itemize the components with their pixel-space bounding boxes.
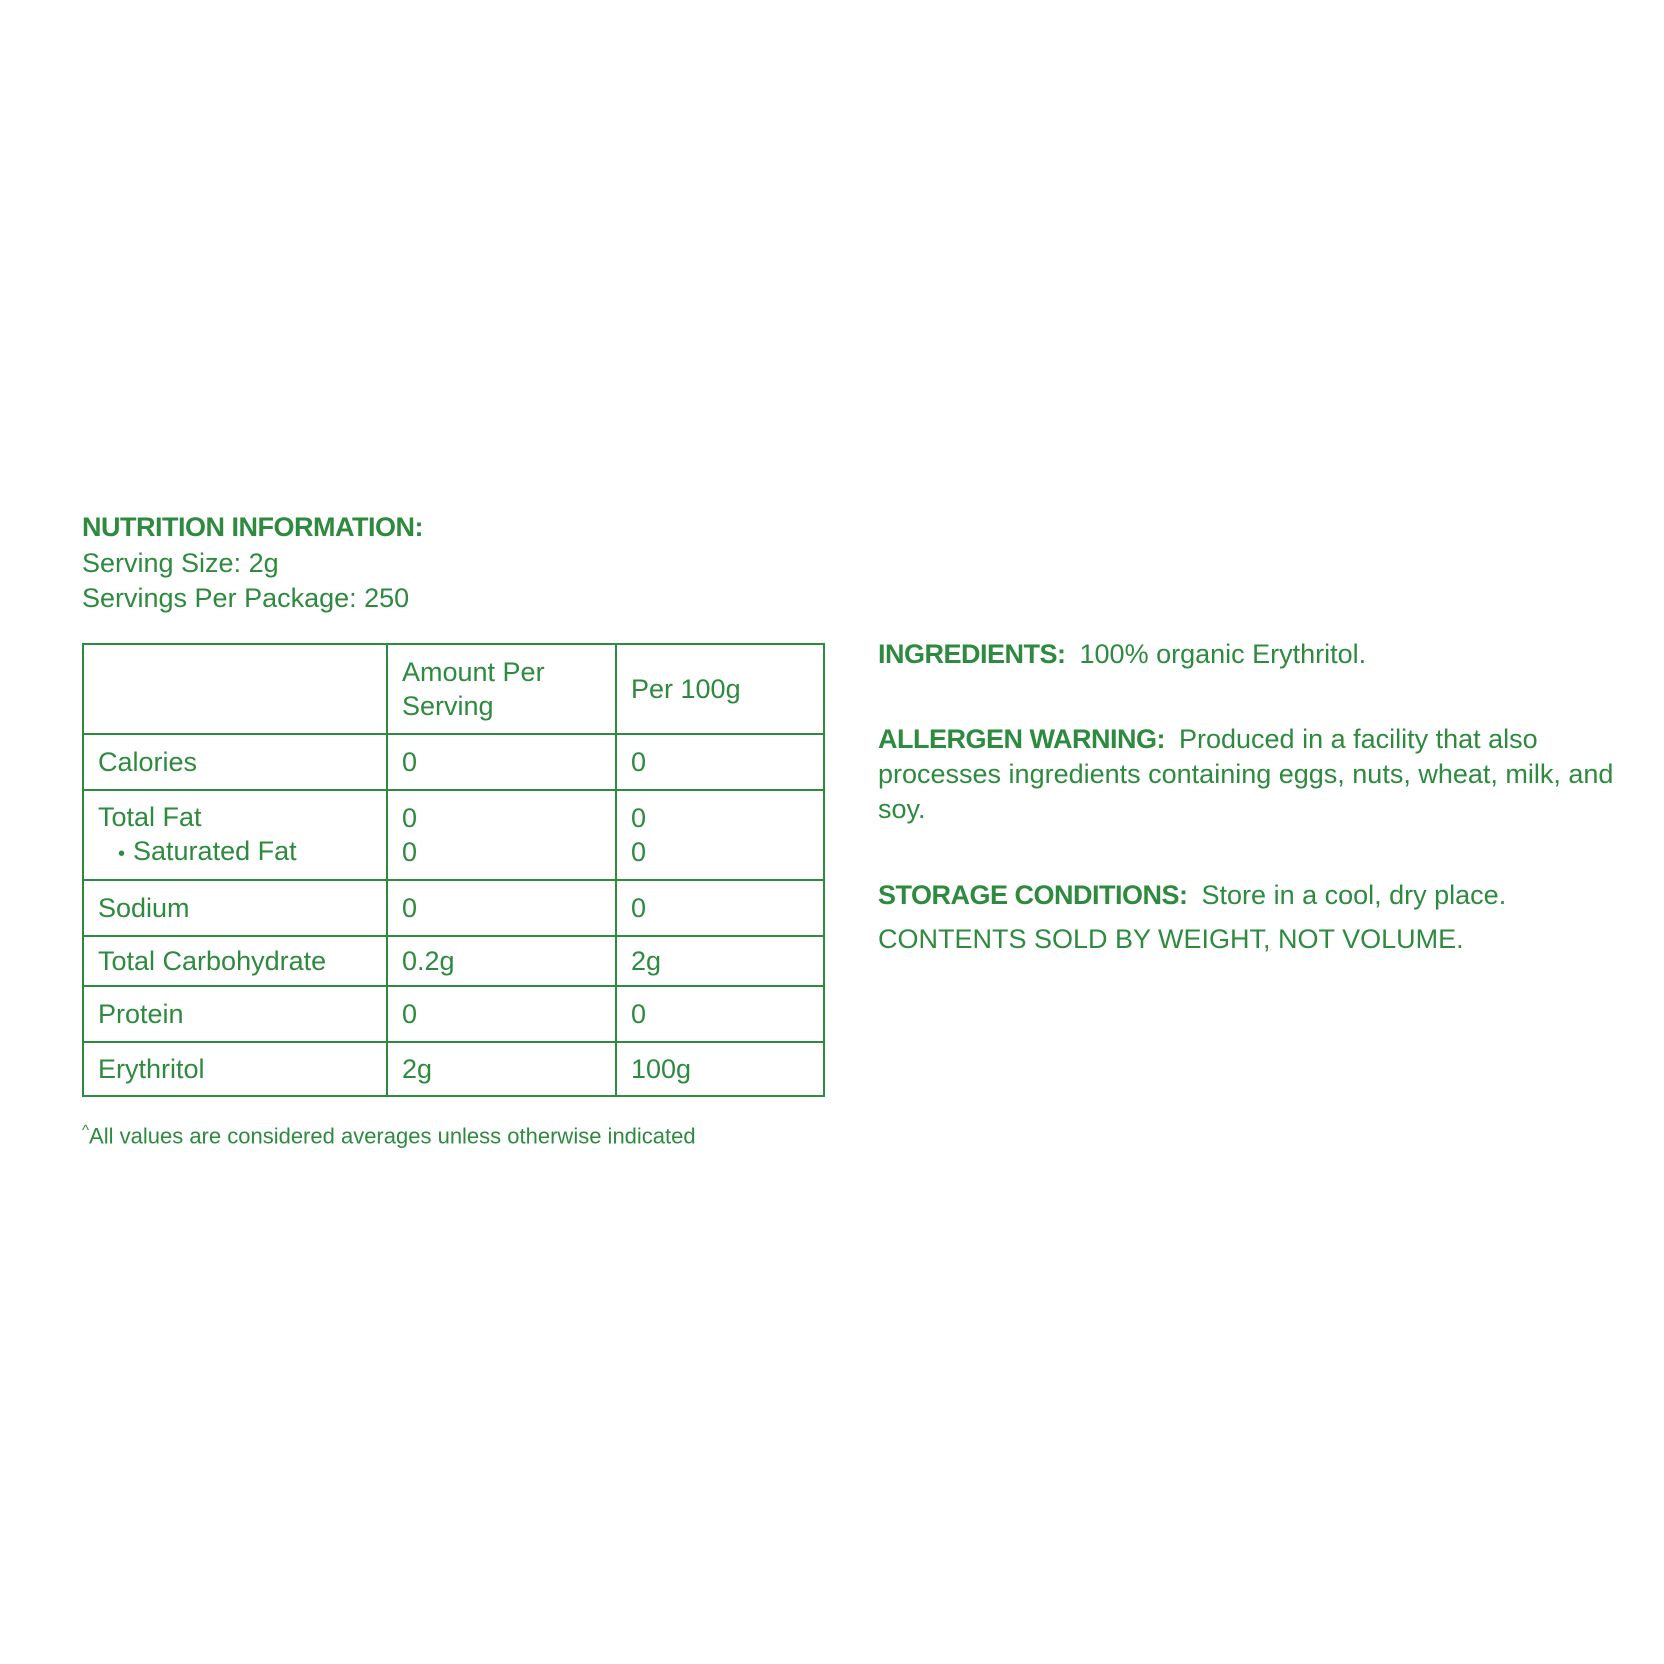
nutrient-name: Protein bbox=[83, 986, 387, 1042]
servings-per-package: Servings Per Package: 250 bbox=[82, 583, 410, 613]
table-row bbox=[83, 880, 824, 936]
nutrient-name: Total Fat bbox=[98, 801, 202, 832]
table-row bbox=[83, 936, 824, 986]
nutrition-heading: NUTRITION INFORMATION: bbox=[82, 512, 423, 542]
table-row bbox=[83, 790, 824, 880]
header-cell-empty bbox=[83, 644, 387, 734]
per-serving-value: 0 bbox=[402, 837, 418, 867]
ingredients-text: 100% organic Erythritol. bbox=[1079, 639, 1367, 669]
per-100g-value: 0 bbox=[631, 837, 647, 867]
table-row bbox=[83, 734, 824, 790]
allergen-label: ALLERGEN WARNING: bbox=[878, 724, 1165, 754]
per-serving-group bbox=[387, 790, 616, 880]
per-serving-value: 0 bbox=[387, 880, 616, 936]
contents-note: CONTENTS SOLD BY WEIGHT, NOT VOLUME. bbox=[878, 924, 1464, 954]
header-per-100g: Per 100g bbox=[616, 644, 824, 734]
per-100g-group bbox=[616, 790, 824, 880]
table-row bbox=[83, 986, 824, 1042]
per-100g-value: 0 bbox=[616, 734, 824, 790]
allergen-text: Produced in a facility that also processes ingredients containing eggs, nuts, wheat, milk, and soy. bbox=[878, 724, 1614, 824]
nutrient-name: Sodium bbox=[83, 880, 387, 936]
nutrient-name: Saturated Fat bbox=[133, 835, 297, 866]
per-100g-value: 100g bbox=[616, 1042, 824, 1096]
ingredients-label: INGREDIENTS: bbox=[878, 639, 1066, 669]
storage-label: STORAGE CONDITIONS: bbox=[878, 880, 1188, 910]
per-serving-value: 0.2g bbox=[387, 936, 616, 986]
header-amount-per-serving: Amount Per Serving bbox=[387, 644, 616, 734]
storage-text: Store in a cool, dry place. bbox=[1201, 880, 1507, 910]
per-100g-value: 0 bbox=[616, 880, 824, 936]
per-serving-value: 0 bbox=[402, 803, 418, 833]
sub-nutrient bbox=[98, 834, 372, 871]
nutrient-name: Erythritol bbox=[83, 1042, 387, 1096]
footnote bbox=[82, 1122, 696, 1149]
per-serving-value: 0 bbox=[387, 986, 616, 1042]
nutrient-name: Calories bbox=[83, 734, 387, 790]
bullet-icon: • bbox=[118, 842, 126, 865]
footnote-mark: ^ bbox=[82, 1122, 90, 1139]
serving-size: Serving Size: 2g bbox=[82, 548, 279, 578]
table-header-row bbox=[83, 644, 824, 734]
footnote-text: All values are considered averages unless otherwise indicated bbox=[89, 1123, 696, 1149]
per-serving-value: 0 bbox=[387, 734, 616, 790]
per-100g-value: 0 bbox=[616, 986, 824, 1042]
per-100g-value: 2g bbox=[616, 936, 824, 986]
ingredients-section bbox=[878, 637, 1618, 672]
per-serving-value: 2g bbox=[387, 1042, 616, 1096]
nutrient-name-group bbox=[83, 790, 387, 880]
allergen-section bbox=[878, 722, 1618, 827]
per-100g-value: 0 bbox=[631, 803, 647, 833]
nutrient-name: Total Carbohydrate bbox=[83, 936, 387, 986]
storage-section bbox=[878, 878, 1618, 913]
nutrition-table bbox=[82, 643, 825, 1097]
table-row bbox=[83, 1042, 824, 1096]
